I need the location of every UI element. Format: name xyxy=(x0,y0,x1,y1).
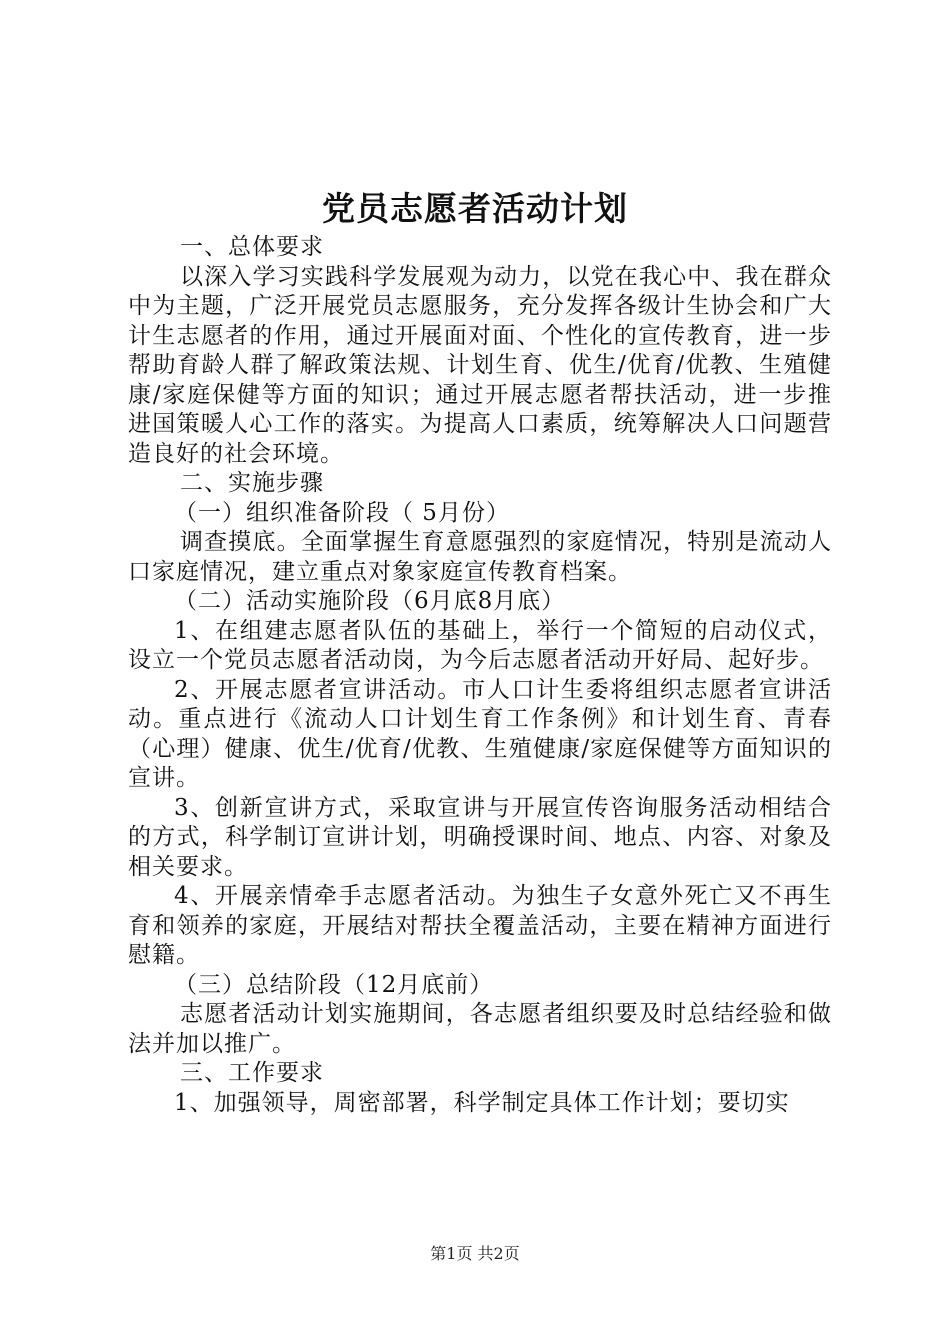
paragraph: 以深入学习实践科学发展观为动力，以党在我心中、我在群众中为主题，广泛开展党员志愿服务，充分发挥各级计生协会和广大计生志愿者的作用，通过开展面对面、个性化的宣传教育，进一步帮助育龄人群了解政策法规、计划生育、优生/优育/优教、生殖健康/家庭保健等方面的知识；通过开展志愿者帮扶活动，进一步推进国策暖人心工作的落实。为提高人口素质，统筹解决人口问题营造良好的社会环境。 xyxy=(128,263,832,467)
section-heading: 三、工作要求 xyxy=(180,1060,324,1086)
subsection-heading: （一）组织准备阶段（ 5月份） xyxy=(174,499,510,526)
list-item: 2、开展志愿者宣讲活动。市人口计生委将组织志愿者宣讲活动。重点进行《流动人口计划生育工作条例》和计划生育、青春（心理）健康、优生/优育/优教、生殖健康/家庭保健等方面知识的宣讲。 xyxy=(128,676,832,791)
section-heading: 二、实施步骤 xyxy=(180,470,324,496)
document-body xyxy=(128,233,832,1118)
subsection-heading: （二）活动实施阶段（6月底8月底） xyxy=(174,588,566,614)
document-title: 党员志愿者活动计划 xyxy=(322,189,628,228)
list-item: 3、创新宣讲方式，采取宣讲与开展宣传咨询服务活动相结合的方式，科学制订宣讲计划，明确授课时间、地点、内容、对象及相关要求。 xyxy=(128,794,832,880)
page-number: 第1页 共2页 xyxy=(430,1244,520,1263)
section-heading: 一、总体要求 xyxy=(180,234,324,260)
list-item: 1、在组建志愿者队伍的基础上，举行一个简短的启动仪式，设立一个党员志愿者活动岗，为今后志愿者活动开好局、起好步。 xyxy=(128,617,832,673)
subsection-heading: （三）总结阶段（12月底前） xyxy=(174,971,494,998)
list-item: 4、开展亲情牵手志愿者活动。为独生子女意外死亡又不再生育和领养的家庭，开展结对帮扶全覆盖活动，主要在精神方面进行慰籍。 xyxy=(128,883,832,968)
list-item: 1、加强领导，周密部署，科学制定具体工作计划；要切实 xyxy=(174,1089,790,1116)
paragraph: 志愿者活动计划实施期间，各志愿者组织要及时总结经验和做法并加以推广。 xyxy=(128,1001,832,1057)
paragraph: 调查摸底。全面掌握生育意愿强烈的家庭情况，特别是流动人口家庭情况，建立重点对象家庭宣传教育档案。 xyxy=(128,529,832,585)
